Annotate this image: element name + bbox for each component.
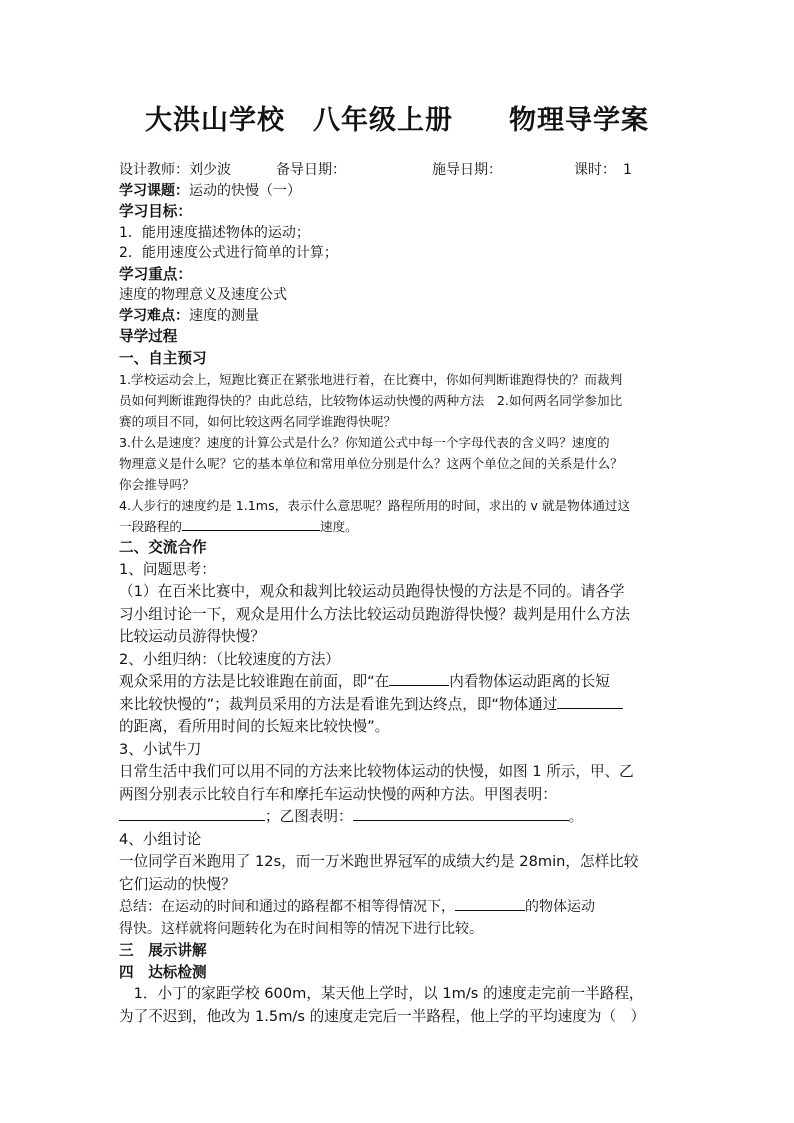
blank[interactable]: [353, 806, 569, 821]
text: 。: [568, 808, 584, 825]
fill-line: [119, 806, 677, 829]
text-line: 它们运动的快慢？: [119, 875, 236, 893]
lesson: 课时： 1: [574, 162, 632, 178]
text-line: 为了不迟到，他改为 1.5m/s 的速度走完后一半路程，他上学的平均速度为（ ）: [119, 1007, 646, 1025]
designer: 设计教师：刘少波: [119, 162, 231, 178]
keypoint-label: 学习重点：: [119, 265, 192, 283]
goal-item: 2．能用速度公式进行简单的计算；: [119, 245, 338, 261]
fill-line: [119, 694, 677, 717]
text: ；乙图表明：: [265, 808, 353, 825]
fill-line: [119, 896, 677, 918]
process-heading: 导学过程: [119, 328, 178, 345]
difficulty-label: 学习难点：: [119, 307, 189, 324]
blank[interactable]: [119, 806, 265, 821]
text-line: 比较运动员游得快慢？: [119, 628, 265, 645]
text-line: 你会推导吗？: [119, 477, 195, 492]
document-body: [119, 160, 677, 1028]
page-title: 大洪山学校 八年级上册 物理导学案: [145, 105, 649, 136]
prep-date: 备导日期：: [276, 162, 346, 178]
section-heading: 一、自主预习: [119, 349, 207, 367]
text: 总结：在运动的时间和通过的路程都不相等得情况下，: [119, 899, 455, 915]
sub-heading: 2、小组归纳：（比较速度的方法）: [119, 650, 340, 668]
text-line: 1.学校运动会上，短跑比赛正在紧张地进行着，在比赛中，你如何判断谁跑得快的？而裁判: [119, 372, 623, 387]
blank[interactable]: [557, 694, 623, 709]
topic: 运动的快慢（一）: [189, 182, 301, 199]
text-line: 习小组讨论一下，观众是用什么方法比较运动员跑游得快慢？裁判是用什么方法: [119, 605, 630, 623]
blank[interactable]: [389, 671, 449, 686]
text-line: 日常生活中我们可以用不同的方法来比较物体运动的快慢，如图 1 所示，甲、乙: [119, 763, 634, 780]
text-line: （1）在百米比赛中，观众和裁判比较运动员跑得快慢的方法是不同的。请各学: [119, 583, 625, 600]
text-line: 3.什么是速度？速度的计算公式是什么？你知道公式中每一个字母代表的含义吗？速度的: [119, 435, 610, 450]
text-line: 一位同学百米跑用了 12s，而一万米跑世界冠军的成绩大约是 28min，怎样比较: [119, 853, 639, 870]
text-line: 员如何判断谁跑得快的？由此总结，比较物体运动快慢的两种方法 2.如何两名同学参加比: [119, 393, 623, 408]
text-line: 的距离，看所用时间的长短来比较快慢”。: [119, 718, 390, 735]
keypoint: 速度的物理意义及速度公式: [119, 287, 287, 303]
difficulty: 速度的测量: [189, 307, 259, 324]
difficulty-line: [119, 306, 677, 327]
section-heading: 二、交流合作: [119, 539, 207, 556]
text: 速度。: [319, 519, 358, 534]
section-heading: 四 达标检测: [119, 963, 207, 981]
guide-date: 施导日期：: [432, 162, 502, 178]
text: 内看物体运动距离的长短: [449, 673, 610, 690]
text: 的物体运动: [525, 899, 595, 915]
text-line: 4.人步行的速度约是 1.1ms，表示什么意思呢？路程所用的时间，求出的 v 就是物体通过这: [119, 498, 631, 513]
text-line: 赛的项目不同，如何比较这两名同学谁跑得快呢？: [119, 414, 397, 429]
section-heading: 三 展示讲解: [119, 942, 207, 959]
sub-heading: 3、小试牛刀: [119, 740, 202, 758]
sub-heading: 4、小组讨论: [119, 830, 202, 848]
meta-line: [119, 160, 677, 181]
topic-label: 学习课题：: [119, 182, 189, 199]
text: 来比较快慢的”；裁判员采用的方法是看谁先到达终点，即“物体通过: [119, 695, 558, 713]
blank[interactable]: [455, 896, 525, 911]
text-line: 得快。这样就将问题转化为在时间相等的情况下进行比较。: [119, 921, 483, 937]
goal-item: 1．能用速度描述物体的运动；: [119, 224, 310, 241]
goals-label: 学习目标：: [119, 203, 192, 220]
text: 观众采用的方法是比较谁跑在前面，即“在: [119, 673, 390, 690]
text-line: 物理意义是什么呢？它的基本单位和常用单位分别是什么？这两个单位之间的关系是什么？: [119, 456, 623, 471]
text-line: 1．小丁的家距学校 600m，某天他上学时，以 1m/s 的速度走完前一半路程，: [119, 985, 644, 1002]
blank[interactable]: [182, 516, 320, 531]
topic-line: [119, 181, 677, 202]
sub-heading: 1、问题思考：: [119, 560, 216, 578]
fill-line: [119, 516, 677, 537]
text: 一段路程的: [119, 519, 182, 534]
fill-line: [119, 671, 677, 694]
text-line: 两图分别表示比较自行车和摩托车运动快慢的两种方法。甲图表明：: [119, 785, 557, 803]
